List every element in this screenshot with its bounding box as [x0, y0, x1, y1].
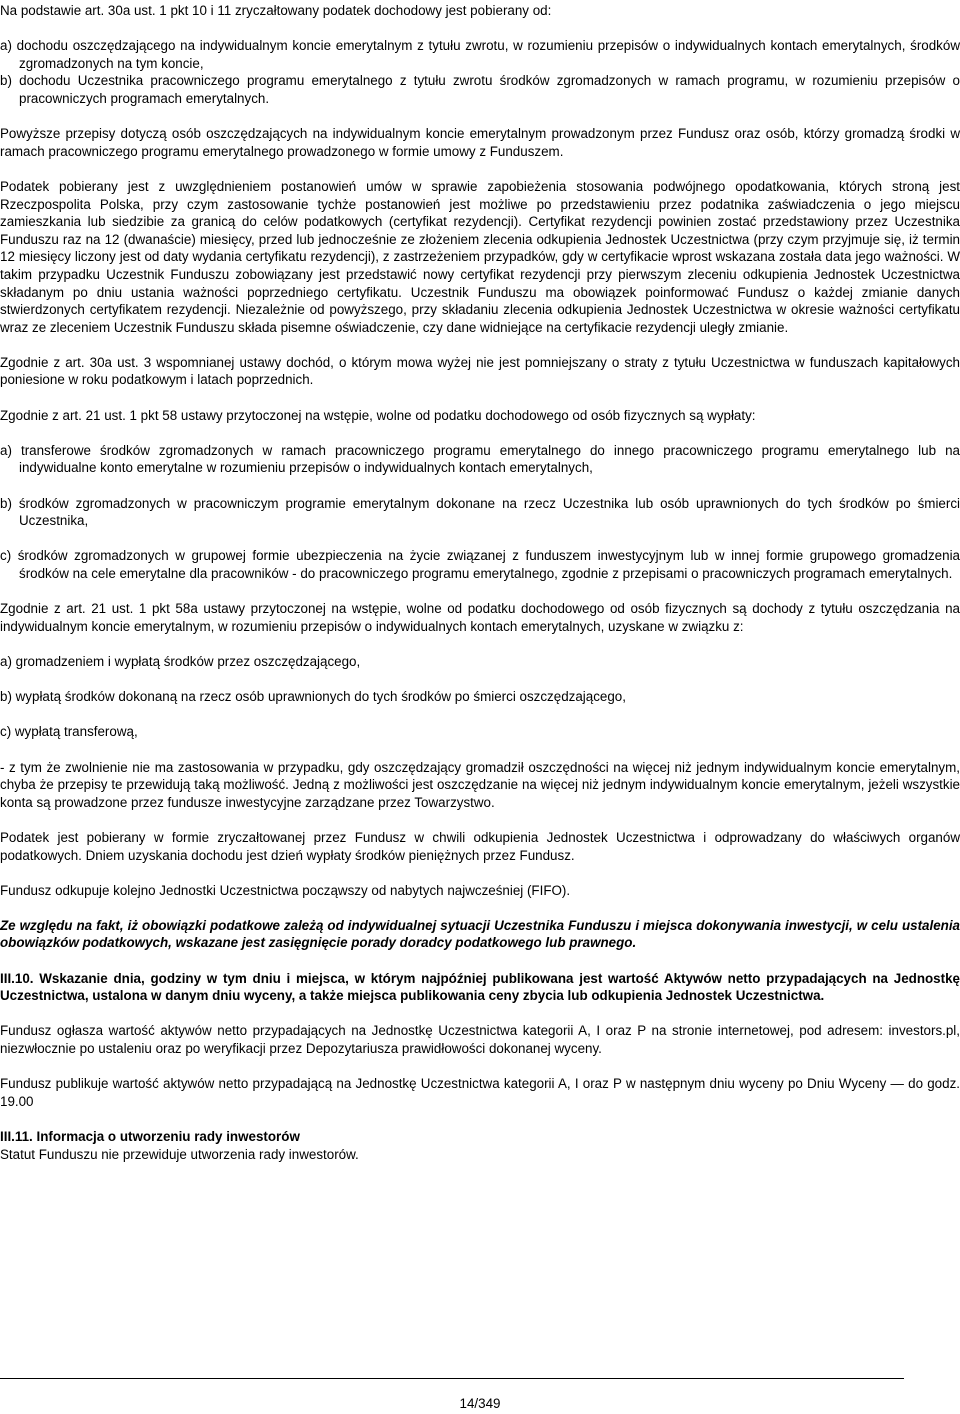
paragraph: Zgodnie z art. 30a ust. 3 wspomnianej ustawy dochód, o którym mowa wyżej nie jest pomniejszany o straty z tytułu Uczestnictwa w funduszach kapitałowych poniesione w roku podatkowym i latach poprzednich. — [0, 354, 960, 388]
paragraph: Statut Funduszu nie przewiduje utworzenia rady inwestorów. — [0, 1146, 359, 1162]
section-heading: III.11. Informacja o utworzeniu rady inwestorów — [0, 1129, 300, 1144]
paragraph-gap — [0, 108, 960, 126]
paragraph-gap — [0, 1058, 960, 1076]
paragraph: Powyższe przepisy dotyczą osób oszczędzających na indywidualnym koncie emerytalnym prowadzonym przez Fundusz oraz osób, którzy gromadzą środki w ramach pracowniczego programu emerytalnego prowadzonego w formie umowy z Funduszem. — [0, 126, 960, 159]
paragraph-gap — [0, 1110, 960, 1128]
paragraph-gap — [0, 741, 960, 759]
document-body — [0, 2, 960, 1163]
paragraph-gap — [0, 671, 960, 689]
paragraph: Na podstawie art. 30a ust. 1 pkt 10 i 11 zryczałtowany podatek dochodowy jest pobierany od: — [0, 3, 552, 18]
paragraph-gap — [0, 635, 960, 653]
paragraph-gap — [0, 1005, 960, 1023]
paragraph-gap — [0, 811, 960, 829]
paragraph: Ze względu na fakt, iż obowiązki podatkowe zależą od indywidualnej sytuacji Uczestnika Funduszu i miejsca dokonywania inwestycji, w celu ustalenia obowiązków podatkowych, wskazane jest zasięgnięcie porady doradcy podatkowego lub prawnego. — [0, 917, 960, 951]
list-item: a) dochodu oszczędzającego na indywidualnym koncie emerytalnym z tytułu zwrotu, w rozumieniu przepisów o indywidualnych kontach emerytalnych, środków zgromadzonych na tym koncie, — [0, 38, 960, 71]
paragraph-gap — [0, 424, 960, 442]
paragraph: Fundusz publikuje wartość aktywów netto przypadającą na Jednostkę Uczestnictwa kategorii A, I oraz P w następnym dniu wyceny po Dniu Wyceny — do godz. 19.00 — [0, 1076, 960, 1109]
paragraph-gap — [0, 477, 960, 495]
list-item: b) środków zgromadzonych w pracowniczym programie emerytalnym dokonane na rzecz Uczestnika lub osób uprawnionych do tych środków po śmierci Uczestnika, — [0, 495, 960, 529]
paragraph-gap — [0, 899, 960, 917]
paragraph: Zgodnie z art. 21 ust. 1 pkt 58a ustawy przytoczonej na wstępie, wolne od podatku dochodowego od osób fizycznych są dochody z tytułu oszczędzania na indywidualnym koncie emerytalnym, w rozumieniu przepisów o indywidualnych kontach emerytalnych, uzyskane w związku z: — [0, 601, 960, 634]
paragraph: b) wypłatą środków dokonaną na rzecz osób uprawnionych do tych środków po śmierci oszczędzającego, — [0, 689, 626, 705]
paragraph-gap — [0, 336, 960, 354]
footer-rule — [0, 1378, 904, 1379]
paragraph: Fundusz odkupuje kolejno Jednostki Uczestnictwa począwszy od nabytych najwcześniej (FIFO). — [0, 882, 571, 898]
paragraph: a) gromadzeniem i wypłatą środków przez oszczędzającego, — [0, 653, 361, 669]
paragraph: Podatek jest pobierany w formie zryczałtowanej przez Fundusz w chwili odkupienia Jednostek Uczestnictwa i odprowadzany do właściwych organów podatkowych. Dniem uzyskania dochodu jest dzień wypłaty środków pieniężnych przez Fundusz. — [0, 829, 960, 863]
paragraph: c) wypłatą transferową, — [0, 724, 138, 740]
paragraph: Podatek pobierany jest z uwzględnieniem postanowień umów w sprawie zapobieżenia stosowania podwójnego opodatkowania, których stroną jest Rzeczpospolita Polska, przy czym zastosowanie tychże postanowień jest możliwe po przedstawieniu przez podatnika zaświadczenia o jego miejscu zamieszkania lub siedzibie za granicą do celów podatkowych (certyfikat rezydencji). Certyfikat rezydencji powinien zostać przedstawiony przez Uczestnika Funduszu raz na 12 (dwanaście) miesięcy, przed lub jednocześnie ze złożeniem zlecenia odkupienia Jednostek Uczestnictwa (przy czym przyjmuje się, iż termin 12 miesięcy liczony jest od daty wydania certyfikatu rezydencji), z zastrzeżeniem przypadków, gdy w certyfikacie wprost wskazana została data jego ważności. W takim przypadku Uczestnik Funduszu zobowiązany jest przedstawić nowy certyfikat rezydencji przy pierwszym zleceniu odkupienia Jednostek Uczestnictwa składanym po dniu ustania ważności poprzedniego certyfikatu. Uczestnik Funduszu ma obowiązek poinformować Fundusz o każdej zmianie danych stwierdzonych certyfikatem rezydencji. Niezależnie od powyższego, przy składaniu zlecenia odkupienia Jednostek Uczestnictwa w okresie ważności certyfikatu wraz ze zleceniem Uczestnik Funduszu składa pisemne oświadczenie, czy dane widniejące na certyfikacie rezydencji uległy zmianie. — [0, 178, 960, 335]
page-number: 14/349 — [459, 1396, 501, 1411]
paragraph: Zgodnie z art. 21 ust. 1 pkt 58 ustawy przytoczonej na wstępie, wolne od podatku dochodowego od osób fizycznych są wypłaty: — [0, 407, 756, 423]
paragraph: Fundusz ogłasza wartość aktywów netto przypadających na Jednostkę Uczestnictwa kategorii A, I oraz P na stronie internetowej, pod adresem: investors.pl, niezwłocznie po ustaleniu oraz po weryfikacji przez Depozytariusza prawidłowości dokonanej wyceny. — [0, 1023, 960, 1057]
list-item: c) środków zgromadzonych w grupowej formie ubezpieczenia na życie związanej z funduszem inwestycyjnym lub w innej formie grupowego gromadzenia środków na cele emerytalne dla pracowników - do pracowniczego programu emerytalnego, zgodnie z przepisami o pracowniczych programach emerytalnych. — [0, 548, 960, 581]
paragraph-gap — [0, 160, 960, 178]
section-heading: III.10. Wskazanie dnia, godziny w tym dniu i miejsca, w którym najpóźniej publikowana jest wartość Aktywów netto przypadających na Jednostkę Uczestnictwa, ustalona w danym dniu wyceny, a także miejsca publikowania ceny zbycia lub odkupienia Jednostek Uczestnictwa. — [0, 970, 960, 1004]
list-item: a) transferowe środków zgromadzonych w ramach pracowniczego programu emerytalnego do innego pracowniczego programu emerytalnego lub na indywidualne konto emerytalne w rozumieniu przepisów o indywidualnych kontach emerytalnych, — [0, 442, 960, 476]
paragraph-gap — [0, 583, 960, 601]
paragraph-gap — [0, 530, 960, 548]
paragraph-gap — [0, 952, 960, 970]
paragraph: - z tym że zwolnienie nie ma zastosowania w przypadku, gdy oszczędzający gromadził oszczędności na więcej niż jednym indywidualnym koncie emerytalnym, chyba że przepisy te przewidują taką możliwość. Jedną z możliwości jest oszczędzanie na więcej niż jednym indywidualnym koncie emerytalnym, jeżeli wszystkie konta są prowadzone przez fundusze inwestycyjne zarządzane przez Towarzystwo. — [0, 759, 960, 810]
list-item: b) dochodu Uczestnika pracowniczego programu emerytalnego z tytułu zwrotu środków zgromadzonych w ramach programu, w rozumieniu przepisów o pracowniczych programach emerytalnych. — [0, 73, 960, 106]
paragraph-gap — [0, 20, 960, 38]
paragraph-gap — [0, 706, 960, 724]
paragraph-gap — [0, 864, 960, 882]
paragraph-gap — [0, 389, 960, 407]
